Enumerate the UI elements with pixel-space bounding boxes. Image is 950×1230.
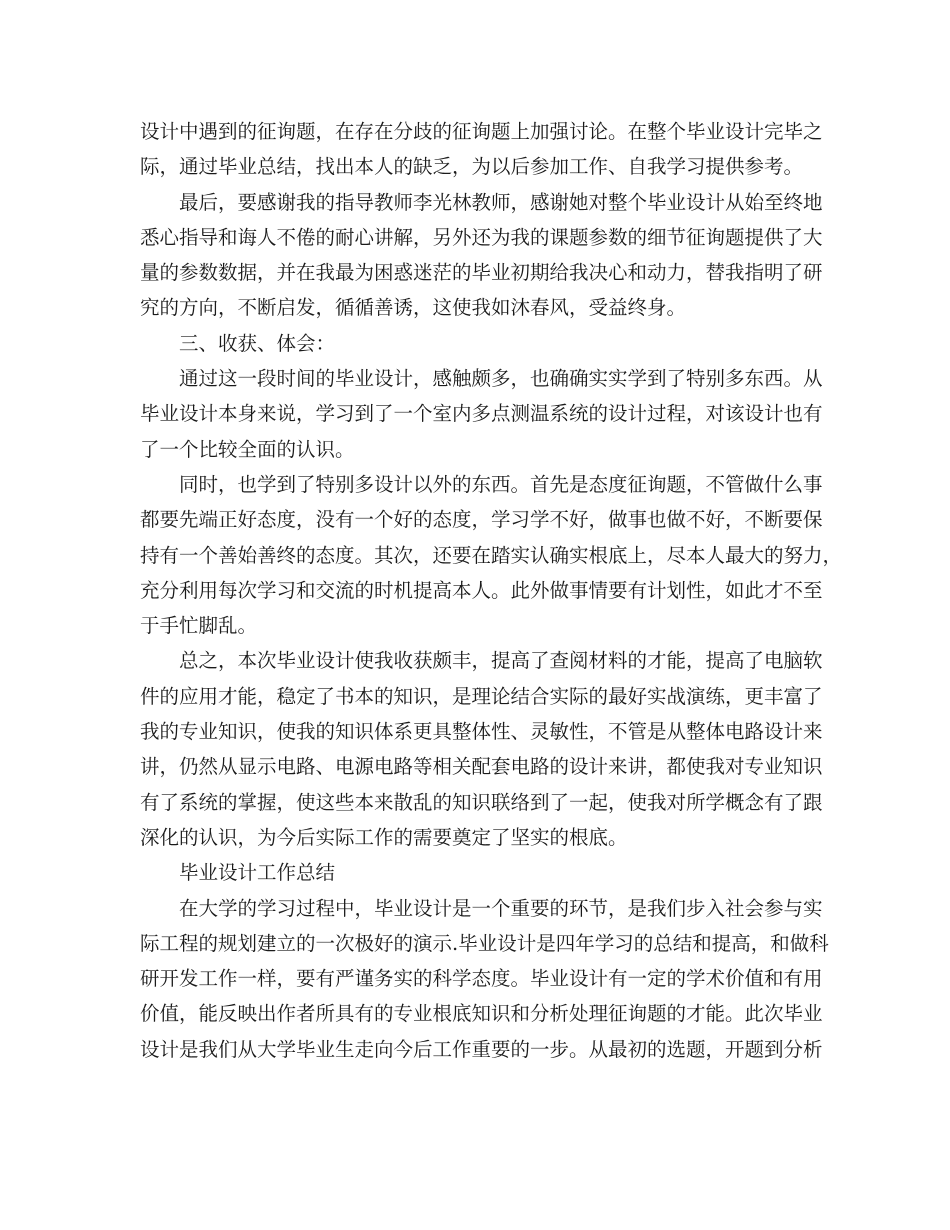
section-heading xyxy=(140,326,812,361)
text-line: 同时，也学到了特别多设计以外的东西。首先是态度征询题，不管做什么事 xyxy=(179,472,823,496)
text-line: 毕业设计本身来说，学习到了一个室内多点测温系统的设计过程，对该设计也有 xyxy=(140,402,823,426)
text-line: 究的方向，不断启发，循循善诱，这使我如沐春风，受益终身。 xyxy=(140,296,687,320)
text-line: 设计中遇到的征询题，在存在分歧的征询题上加强讨论。在整个毕业设计完毕之 xyxy=(140,120,823,143)
text-line: 际工程的规划建立的一次极好的演示.毕业设计是四年学习的总结和提高，和做科 xyxy=(140,931,829,955)
paragraph xyxy=(140,891,829,1067)
paragraph xyxy=(140,114,823,185)
text-line: 最后，要感谢我的指导教师李光林教师，感谢她对整个毕业设计从始至终地 xyxy=(179,190,823,214)
text-line: 毕业设计工作总结 xyxy=(179,861,336,885)
text-line: 充分利用每次学习和交流的时机提高本人。此外做事情要有计划性，如此才不至 xyxy=(140,578,823,602)
text-line: 有了系统的掌握，使这些本来散乱的知识联络到了一起，使我对所学概念有了跟 xyxy=(140,790,823,814)
text-line: 件的应用才能，稳定了书本的知识，是理论结合实际的最好实战演练，更丰富了 xyxy=(140,684,823,708)
text-line: 总之，本次毕业设计使我收获颇丰，提高了查阅材料的才能，提高了电脑软 xyxy=(179,649,823,673)
text-line: 通过这一段时间的毕业设计，感触颇多，也确确实实学到了特别多东西。从 xyxy=(179,367,823,391)
document-body xyxy=(140,114,843,1067)
paragraph xyxy=(140,467,843,643)
text-line: 于手忙脚乱。 xyxy=(140,614,258,638)
text-line: 讲，仍然从显示电路、电源电路等相关配套电路的设计来讲，都使我对专业知识 xyxy=(140,755,823,779)
text-line: 悉心指导和诲人不倦的耐心讲解，另外还为我的课题参数的细节征询题提供了大 xyxy=(140,225,823,249)
text-line: 三、收获、体会： xyxy=(179,331,336,355)
paragraph xyxy=(140,185,823,326)
text-line: 我的专业知识，使我的知识体系更具整体性、灵敏性，不管是从整体电路设计来 xyxy=(140,720,823,744)
text-line: 持有一个善始善终的态度。其次，还要在踏实认确实根底上，尽本人最大的努力， xyxy=(140,543,843,567)
text-line: 研开发工作一样，要有严谨务实的科学态度。毕业设计有一定的学术价值和有用 xyxy=(140,967,823,991)
paragraph xyxy=(140,361,823,467)
text-line: 都要先端正好态度，没有一个好的态度，学习学不好，做事也做不好，不断要保 xyxy=(140,508,823,532)
text-line: 了一个比较全面的认识。 xyxy=(140,437,355,461)
text-line: 在大学的学习过程中，毕业设计是一个重要的环节，是我们步入社会参与实 xyxy=(179,896,823,920)
paragraph xyxy=(140,643,823,855)
text-line: 设计是我们从大学毕业生走向今后工作重要的一步。从最初的选题，开题到分析 xyxy=(140,1037,823,1061)
text-line: 量的参数数据，并在我最为困惑迷茫的毕业初期给我决心和动力，替我指明了研 xyxy=(140,261,823,285)
text-line: 价值，能反映出作者所具有的专业根底知识和分析处理征询题的才能。此次毕业 xyxy=(140,1002,823,1026)
section-heading xyxy=(140,855,812,890)
text-line: 深化的认识，为今后实际工作的需要奠定了坚实的根底。 xyxy=(140,825,628,849)
text-line: 际，通过毕业总结，找出本人的缺乏，为以后参加工作、自我学习提供参考。 xyxy=(140,155,804,179)
